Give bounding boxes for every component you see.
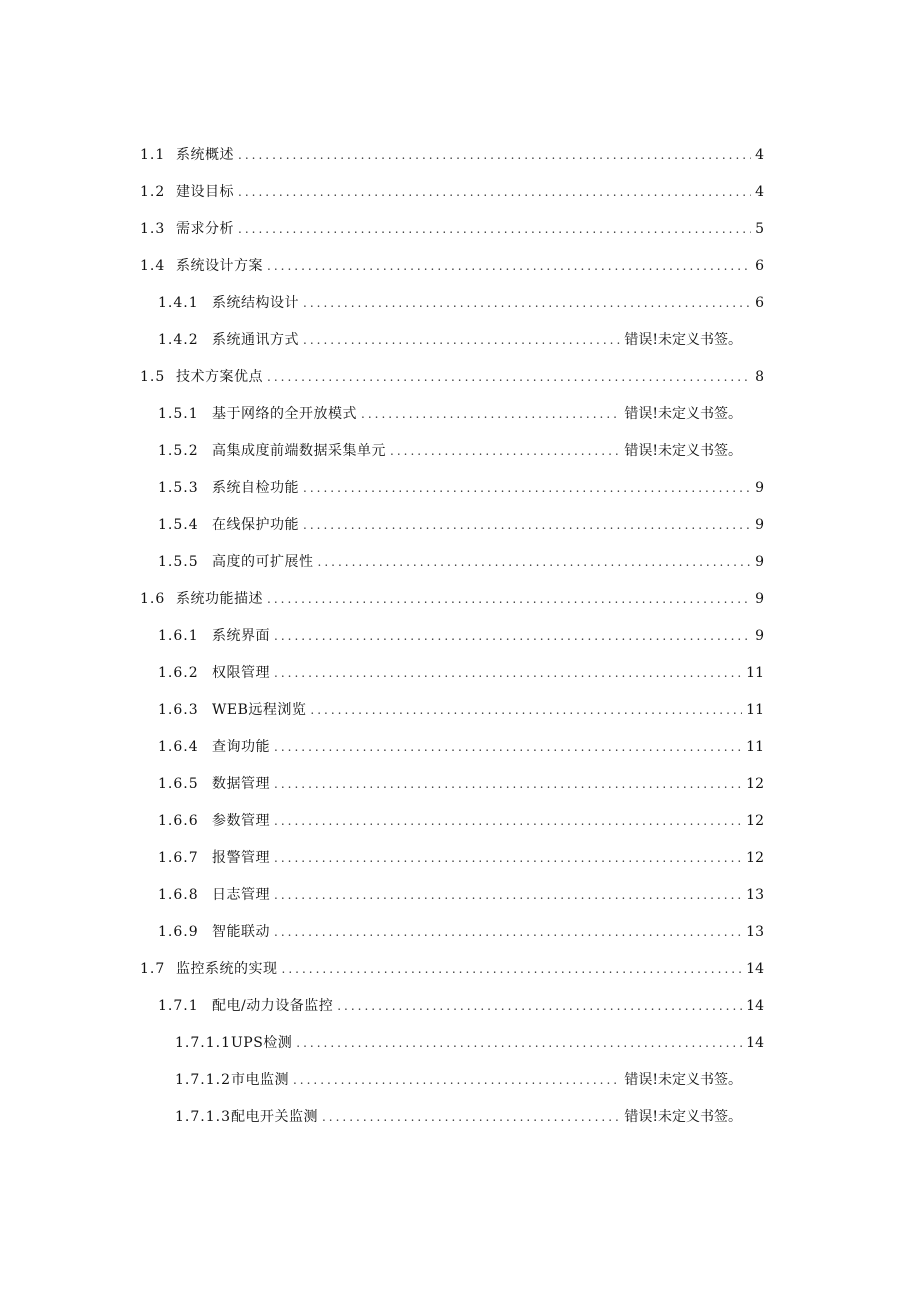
- toc-entry-title: 数据管理: [212, 776, 270, 792]
- toc-entry-number: 1.6.1: [158, 628, 199, 644]
- toc-entry-number: 1.2: [140, 184, 166, 200]
- toc-entry[interactable]: [0, 914, 920, 951]
- toc-dot-leader: [390, 433, 620, 470]
- toc-entry-title: 技术方案优点: [176, 369, 263, 385]
- toc-dot-leader: [238, 174, 751, 211]
- toc-entry-title: 建设目标: [176, 184, 234, 200]
- toc-entry-page: 错误!未定义书签。: [624, 332, 742, 348]
- toc-entry[interactable]: [0, 396, 920, 433]
- toc-entry-number: 1.5.5: [158, 554, 199, 570]
- toc-entry-page: 13: [746, 887, 764, 903]
- toc-entry-number: 1.5.1: [158, 406, 199, 422]
- toc-entry-title: 系统概述: [176, 147, 234, 163]
- toc-entry-number: 1.6.2: [158, 665, 199, 681]
- toc-entry-title: 市电监测: [230, 1072, 289, 1088]
- toc-entry-number: 1.1: [140, 147, 166, 163]
- toc-entry-page: 错误!未定义书签。: [624, 443, 742, 459]
- toc-dot-leader: [303, 507, 751, 544]
- toc-entry-title: 智能联动: [212, 924, 270, 940]
- toc-dot-leader: [310, 692, 742, 729]
- toc-entry-title: 系统界面: [212, 628, 270, 644]
- toc-entry[interactable]: [0, 766, 920, 803]
- toc-entry-number: 1.7.1.1: [175, 1035, 231, 1051]
- toc-entry-number: 1.7.1: [158, 998, 199, 1014]
- toc-entry-page: 4: [755, 184, 764, 200]
- toc-entry-page: 14: [746, 1035, 764, 1051]
- toc-dot-leader: [274, 655, 742, 692]
- toc-entry[interactable]: [0, 137, 920, 174]
- toc-entry-page: 6: [755, 258, 764, 274]
- toc-entry-number: 1.5.2: [158, 443, 199, 459]
- toc-entry-title: 配电开关监测: [230, 1109, 318, 1125]
- table-of-contents: [0, 137, 920, 1136]
- toc-entry[interactable]: [0, 433, 920, 470]
- toc-entry[interactable]: [0, 359, 920, 396]
- toc-dot-leader: [267, 359, 751, 396]
- toc-entry[interactable]: [0, 840, 920, 877]
- toc-entry-number: 1.7.1.3: [175, 1109, 231, 1125]
- toc-entry-title: WEB远程浏览: [212, 702, 307, 718]
- toc-entry-title: 基于网络的全开放模式: [212, 406, 357, 422]
- toc-entry[interactable]: [0, 285, 920, 322]
- toc-entry-number: 1.6.9: [158, 924, 199, 940]
- toc-dot-leader: [282, 951, 743, 988]
- toc-entry-title: 查询功能: [212, 739, 270, 755]
- toc-entry-title: 参数管理: [212, 813, 270, 829]
- toc-entry-number: 1.3: [140, 221, 166, 237]
- toc-entry-number: 1.7.1.2: [175, 1072, 231, 1088]
- toc-entry-title: 系统通讯方式: [212, 332, 299, 348]
- toc-dot-leader: [318, 544, 752, 581]
- toc-entry[interactable]: [0, 951, 920, 988]
- toc-entry-title: 日志管理: [212, 887, 270, 903]
- toc-entry-page: 11: [746, 665, 764, 681]
- toc-entry[interactable]: [0, 1025, 920, 1062]
- toc-dot-leader: [274, 766, 742, 803]
- toc-entry-page: 8: [755, 369, 764, 385]
- toc-entry-page: 6: [755, 295, 764, 311]
- toc-entry-number: 1.5: [140, 369, 166, 385]
- toc-entry-title: 高集成度前端数据采集单元: [212, 443, 386, 459]
- toc-entry-page: 12: [746, 776, 764, 792]
- toc-entry-page: 错误!未定义书签。: [624, 406, 742, 422]
- toc-entry-page: 9: [755, 591, 764, 607]
- toc-entry-title: 权限管理: [212, 665, 270, 681]
- toc-entry[interactable]: [0, 1062, 920, 1099]
- toc-entry-number: 1.6: [140, 591, 166, 607]
- toc-entry[interactable]: [0, 248, 920, 285]
- toc-entry-title: 配电/动力设备监控: [212, 998, 334, 1014]
- toc-entry-title: 系统自检功能: [212, 480, 299, 496]
- toc-entry-number: 1.5.3: [158, 480, 199, 496]
- toc-entry-title: 在线保护功能: [212, 517, 299, 533]
- toc-entry[interactable]: [0, 1099, 920, 1136]
- toc-dot-leader: [274, 840, 742, 877]
- toc-entry-number: 1.6.7: [158, 850, 199, 866]
- toc-entry-number: 1.7: [140, 961, 166, 977]
- toc-entry-page: 14: [746, 961, 764, 977]
- toc-dot-leader: [361, 396, 620, 433]
- toc-entry-title: 系统设计方案: [176, 258, 263, 274]
- toc-entry-page: 12: [746, 850, 764, 866]
- toc-entry[interactable]: [0, 544, 920, 581]
- toc-entry[interactable]: [0, 470, 920, 507]
- toc-entry-title: 系统结构设计: [212, 295, 299, 311]
- toc-entry-number: 1.6.8: [158, 887, 199, 903]
- toc-entry-page: 11: [746, 739, 764, 755]
- toc-entry-number: 1.4.2: [158, 332, 199, 348]
- toc-dot-leader: [274, 877, 742, 914]
- toc-dot-leader: [238, 137, 751, 174]
- toc-entry-page: 错误!未定义书签。: [624, 1109, 742, 1125]
- toc-entry[interactable]: [0, 692, 920, 729]
- toc-entry-title: 报警管理: [212, 850, 270, 866]
- toc-entry[interactable]: [0, 988, 920, 1025]
- toc-dot-leader: [267, 248, 751, 285]
- toc-entry-number: 1.6.6: [158, 813, 199, 829]
- toc-entry-page: 4: [755, 147, 764, 163]
- toc-entry-title: 监控系统的实现: [176, 961, 278, 977]
- toc-entry-page: 13: [746, 924, 764, 940]
- toc-entry-title: 高度的可扩展性: [212, 554, 314, 570]
- toc-entry-number: 1.4: [140, 258, 166, 274]
- toc-dot-leader: [274, 914, 742, 951]
- toc-entry-page: 12: [746, 813, 764, 829]
- toc-entry[interactable]: [0, 618, 920, 655]
- toc-entry[interactable]: [0, 803, 920, 840]
- toc-dot-leader: [293, 1062, 620, 1099]
- toc-dot-leader: [274, 618, 751, 655]
- toc-dot-leader: [274, 803, 742, 840]
- toc-entry[interactable]: [0, 729, 920, 766]
- toc-entry[interactable]: [0, 507, 920, 544]
- toc-entry-number: 1.4.1: [158, 295, 199, 311]
- toc-dot-leader: [296, 1025, 742, 1062]
- toc-entry-page: 11: [746, 702, 764, 718]
- toc-dot-leader: [337, 988, 742, 1025]
- toc-entry-number: 1.5.4: [158, 517, 199, 533]
- toc-entry-title: UPS检测: [230, 1035, 293, 1051]
- toc-entry[interactable]: [0, 211, 920, 248]
- toc-dot-leader: [238, 211, 751, 248]
- toc-entry-number: 1.6.5: [158, 776, 199, 792]
- toc-entry-page: 9: [755, 554, 764, 570]
- toc-entry[interactable]: [0, 877, 920, 914]
- toc-entry[interactable]: [0, 655, 920, 692]
- toc-entry-page: 9: [755, 628, 764, 644]
- toc-entry[interactable]: [0, 174, 920, 211]
- toc-entry[interactable]: [0, 581, 920, 618]
- toc-entry-page: 错误!未定义书签。: [624, 1072, 742, 1088]
- toc-entry-title: 系统功能描述: [176, 591, 263, 607]
- toc-dot-leader: [274, 729, 742, 766]
- toc-entry-title: 需求分析: [176, 221, 234, 237]
- toc-dot-leader: [303, 285, 751, 322]
- toc-entry-page: 9: [755, 480, 764, 496]
- toc-dot-leader: [322, 1099, 620, 1136]
- toc-entry-number: 1.6.4: [158, 739, 199, 755]
- toc-dot-leader: [303, 470, 751, 507]
- toc-entry-page: 9: [755, 517, 764, 533]
- toc-dot-leader: [267, 581, 751, 618]
- toc-entry-page: 5: [755, 221, 764, 237]
- toc-entry[interactable]: [0, 322, 920, 359]
- toc-dot-leader: [303, 322, 620, 359]
- toc-entry-page: 14: [746, 998, 764, 1014]
- toc-entry-number: 1.6.3: [158, 702, 199, 718]
